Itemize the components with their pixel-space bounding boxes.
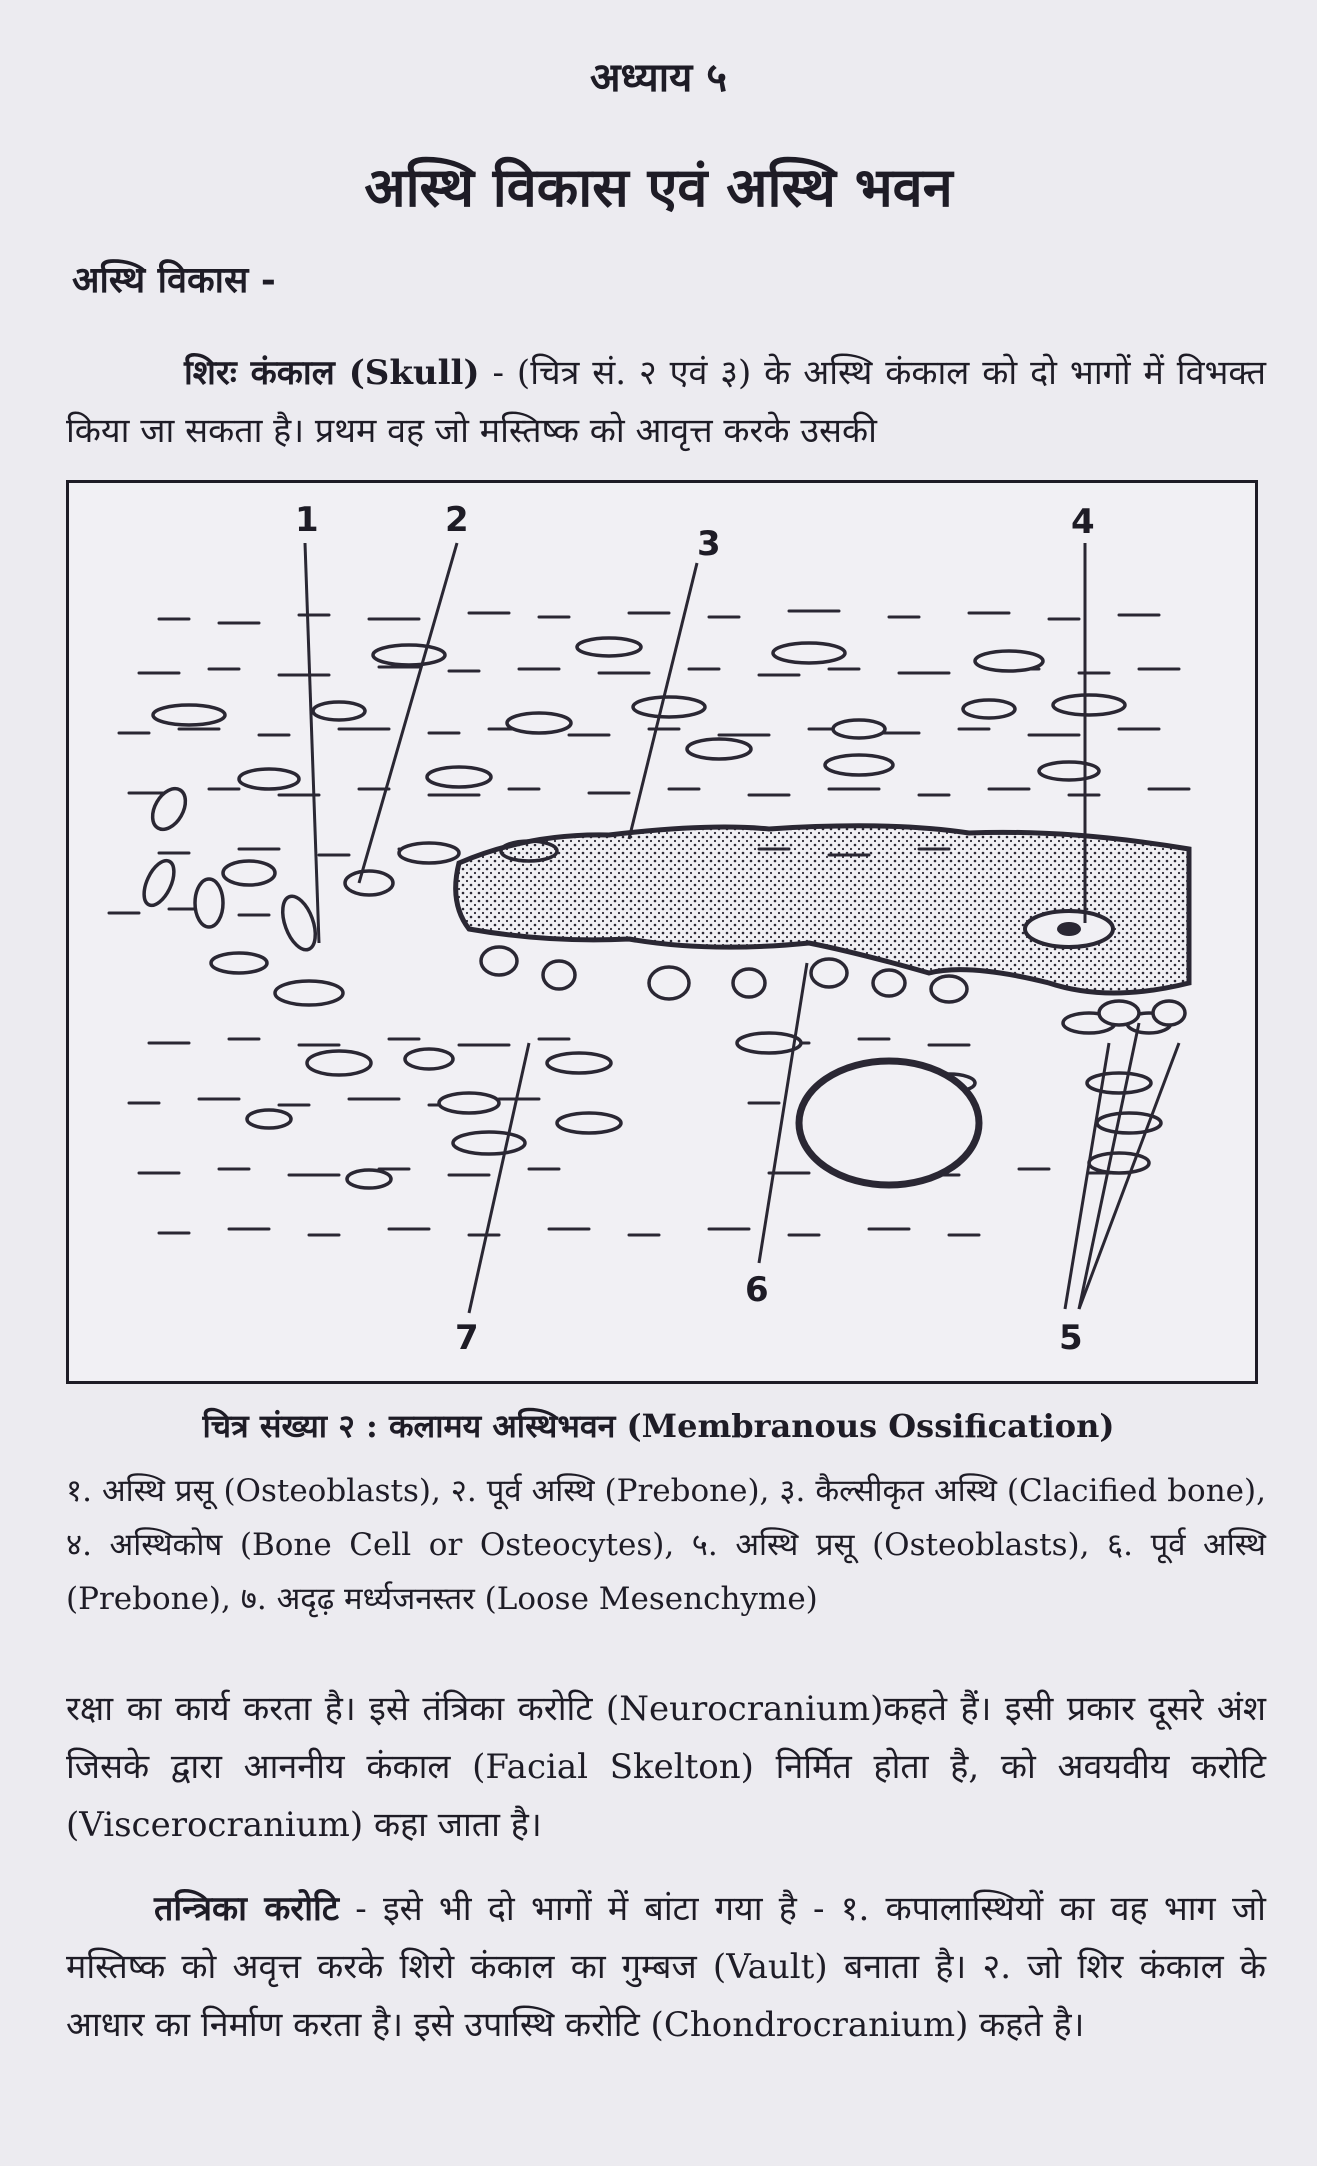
paragraph-neurocranium: रक्षा का कार्य करता है। इसे तंत्रिका करोटि (Neurocranium)कहते हैं। इसी प्रकार दूसरे अंश जिसके द्वारा आननीय कंकाल (Facial Skelton) निर्मित होता है, को अवयवीय करोटि (Viscerocranium) कहा जाता है। bbox=[66, 1689, 1266, 1845]
ossification-figure bbox=[66, 480, 1258, 1384]
legend-item-3: ३. कैल्सीकृत अस्थि (Clacified bone), bbox=[779, 1473, 1266, 1509]
figure-label-1: 1 bbox=[295, 500, 319, 540]
figure-label-6: 6 bbox=[745, 1270, 769, 1310]
legend-item-1: १. अस्थि प्रसू (Osteoblasts), bbox=[66, 1473, 441, 1509]
figure-label-7: 7 bbox=[455, 1318, 479, 1358]
figure-legend bbox=[66, 1464, 1266, 1626]
legend-item-2: २. पूर्व अस्थि (Prebone), bbox=[450, 1473, 770, 1509]
ossification-diagram bbox=[69, 483, 1255, 1381]
chapter-title: अस्थि विकास एवं अस्थि भवन bbox=[364, 155, 953, 219]
legend-item-4: ४. अस्थिकोष (Bone Cell or Osteocytes), bbox=[66, 1527, 675, 1563]
legend-item-6: ६. पूर्व अस्थि (Prebone), bbox=[66, 1527, 1266, 1617]
figure-label-2: 2 bbox=[445, 500, 469, 540]
skull-lead-term: शिरः कंकाल (Skull) bbox=[184, 353, 480, 393]
blood-vessel bbox=[799, 1061, 979, 1185]
paragraph-tantrika-karoti bbox=[66, 1880, 1266, 2054]
tantrika-karoti-lead-term: तन्त्रिका करोटि bbox=[154, 1889, 339, 1929]
skull-text: - (चित्र सं. २ एवं ३) के अस्थि कंकाल को दो भागों में विभक्त किया जा सकता है। प्रथम वह जो मस्तिष्क को आवृत्त करके उसकी bbox=[66, 353, 1266, 451]
figure-label-3: 3 bbox=[697, 524, 721, 564]
figure-label-4: 4 bbox=[1071, 502, 1095, 542]
legend-item-7: ७. अदृढ़ मर्ध्यजनस्तर (Loose Mesenchyme) bbox=[240, 1581, 818, 1617]
section-heading: अस्थि विकास - bbox=[72, 259, 276, 301]
figure-label-5: 5 bbox=[1059, 1318, 1083, 1358]
chapter-heading: अध्याय ५ bbox=[589, 54, 728, 101]
legend-item-5: ५. अस्थि प्रसू (Osteoblasts), bbox=[691, 1527, 1090, 1563]
tantrika-karoti-text: - इसे भी दो भागों में बांटा गया है - १. कपालास्थियों का वह भाग जो मस्तिष्क को अवृत्त करके शिरो कंकाल का गुम्बज (Vault) बनाता है। २. जो शिर कंकाल के आधार का निर्माण करता है। इसे उपास्थि करोटि (Chondrocranium) कहते है। bbox=[66, 1889, 1266, 2045]
paragraph-skull bbox=[66, 344, 1266, 460]
figure-caption: चित्र संख्या २ : कलामय अस्थिभवन (Membranous Ossification) bbox=[202, 1407, 1115, 1445]
